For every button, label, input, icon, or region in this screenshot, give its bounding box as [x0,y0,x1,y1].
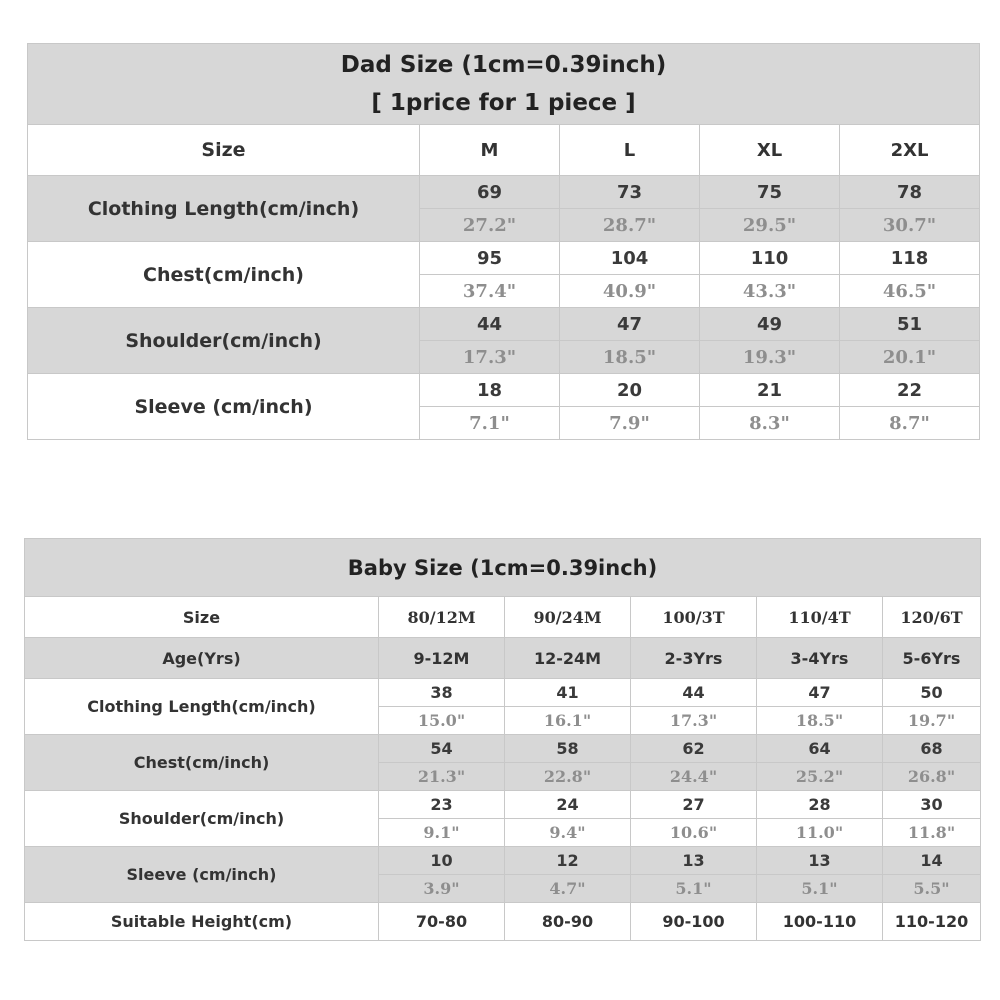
inch-value: 40.9" [560,275,700,308]
table-row [25,679,981,707]
height-value: 90-100 [631,903,757,941]
cm-value: 12 [505,847,631,875]
baby-size-label: Size [25,597,379,638]
cm-value: 21 [700,374,840,407]
cm-value: 78 [840,176,980,209]
baby-age: 12-24M [505,638,631,679]
cm-value: 64 [757,735,883,763]
cm-value: 62 [631,735,757,763]
inch-value: 46.5" [840,275,980,308]
table-row [25,735,981,763]
inch-value: 17.3" [631,707,757,735]
cm-value: 58 [505,735,631,763]
cm-value: 118 [840,242,980,275]
inch-value: 20.1" [840,341,980,374]
inch-value: 26.8" [883,763,981,791]
baby-age: 5-6Yrs [883,638,981,679]
table-row [28,176,980,209]
baby-size: 120/6T [883,597,981,638]
baby-age: 9-12M [379,638,505,679]
dad-row-label-sleeve: Sleeve (cm/inch) [28,374,420,440]
inch-value: 30.7" [840,209,980,242]
cm-value: 51 [840,308,980,341]
cm-value: 44 [631,679,757,707]
baby-row-label-length: Clothing Length(cm/inch) [25,679,379,735]
cm-value: 50 [883,679,981,707]
cm-value: 18 [420,374,560,407]
inch-value: 11.8" [883,819,981,847]
baby-size-table [24,538,981,941]
inch-value: 5.5" [883,875,981,903]
cm-value: 13 [631,847,757,875]
inch-value: 15.0" [379,707,505,735]
cm-value: 73 [560,176,700,209]
inch-value: 8.3" [700,407,840,440]
inch-value: 5.1" [631,875,757,903]
inch-value: 29.5" [700,209,840,242]
inch-value: 9.1" [379,819,505,847]
dad-row-label-chest: Chest(cm/inch) [28,242,420,308]
inch-value: 16.1" [505,707,631,735]
inch-value: 5.1" [757,875,883,903]
cm-value: 47 [560,308,700,341]
height-value: 110-120 [883,903,981,941]
cm-value: 68 [883,735,981,763]
inch-value: 25.2" [757,763,883,791]
cm-value: 38 [379,679,505,707]
height-value: 80-90 [505,903,631,941]
inch-value: 27.2" [420,209,560,242]
cm-value: 104 [560,242,700,275]
cm-value: 44 [420,308,560,341]
inch-value: 28.7" [560,209,700,242]
cm-value: 14 [883,847,981,875]
dad-table-title [28,44,980,125]
dad-size-2xl: 2XL [840,125,980,176]
dad-title: Dad Size (1cm=0.39inch) [340,52,667,78]
table-row [25,847,981,875]
inch-value: 7.1" [420,407,560,440]
table-row [25,791,981,819]
cm-value: 22 [840,374,980,407]
cm-value: 24 [505,791,631,819]
height-value: 70-80 [379,903,505,941]
cm-value: 10 [379,847,505,875]
inch-value: 19.3" [700,341,840,374]
inch-value: 18.5" [757,707,883,735]
cm-value: 95 [420,242,560,275]
baby-size-header-row [25,597,981,638]
cm-value: 49 [700,308,840,341]
baby-row-label-sleeve: Sleeve (cm/inch) [25,847,379,903]
cm-value: 75 [700,176,840,209]
dad-subtitle: [ 1price for 1 piece ] [371,90,636,116]
inch-value: 8.7" [840,407,980,440]
cm-value: 54 [379,735,505,763]
dad-row-label-shoulder: Shoulder(cm/inch) [28,308,420,374]
table-row [28,374,980,407]
inch-value: 43.3" [700,275,840,308]
inch-value: 17.3" [420,341,560,374]
baby-size: 100/3T [631,597,757,638]
cm-value: 28 [757,791,883,819]
dad-size-header-row [28,125,980,176]
inch-value: 18.5" [560,341,700,374]
cm-value: 30 [883,791,981,819]
baby-height-row [25,903,981,941]
table-row [28,308,980,341]
inch-value: 10.6" [631,819,757,847]
baby-height-label: Suitable Height(cm) [25,903,379,941]
cm-value: 23 [379,791,505,819]
dad-size-table [27,43,980,440]
inch-value: 22.8" [505,763,631,791]
baby-age-label: Age(Yrs) [25,638,379,679]
height-value: 100-110 [757,903,883,941]
baby-size: 90/24M [505,597,631,638]
table-row [28,242,980,275]
cm-value: 41 [505,679,631,707]
dad-size-m: M [420,125,560,176]
dad-size-xl: XL [700,125,840,176]
inch-value: 21.3" [379,763,505,791]
inch-value: 11.0" [757,819,883,847]
baby-row-label-shoulder: Shoulder(cm/inch) [25,791,379,847]
dad-row-label-length: Clothing Length(cm/inch) [28,176,420,242]
inch-value: 19.7" [883,707,981,735]
inch-value: 24.4" [631,763,757,791]
baby-age: 2-3Yrs [631,638,757,679]
cm-value: 20 [560,374,700,407]
inch-value: 9.4" [505,819,631,847]
baby-row-label-chest: Chest(cm/inch) [25,735,379,791]
baby-age: 3-4Yrs [757,638,883,679]
cm-value: 47 [757,679,883,707]
baby-age-row [25,638,981,679]
inch-value: 3.9" [379,875,505,903]
baby-size: 80/12M [379,597,505,638]
cm-value: 110 [700,242,840,275]
baby-size: 110/4T [757,597,883,638]
cm-value: 13 [757,847,883,875]
cm-value: 27 [631,791,757,819]
inch-value: 37.4" [420,275,560,308]
cm-value: 69 [420,176,560,209]
inch-value: 7.9" [560,407,700,440]
dad-size-label: Size [28,125,420,176]
baby-title: Baby Size (1cm=0.39inch) [25,539,981,597]
dad-size-l: L [560,125,700,176]
inch-value: 4.7" [505,875,631,903]
